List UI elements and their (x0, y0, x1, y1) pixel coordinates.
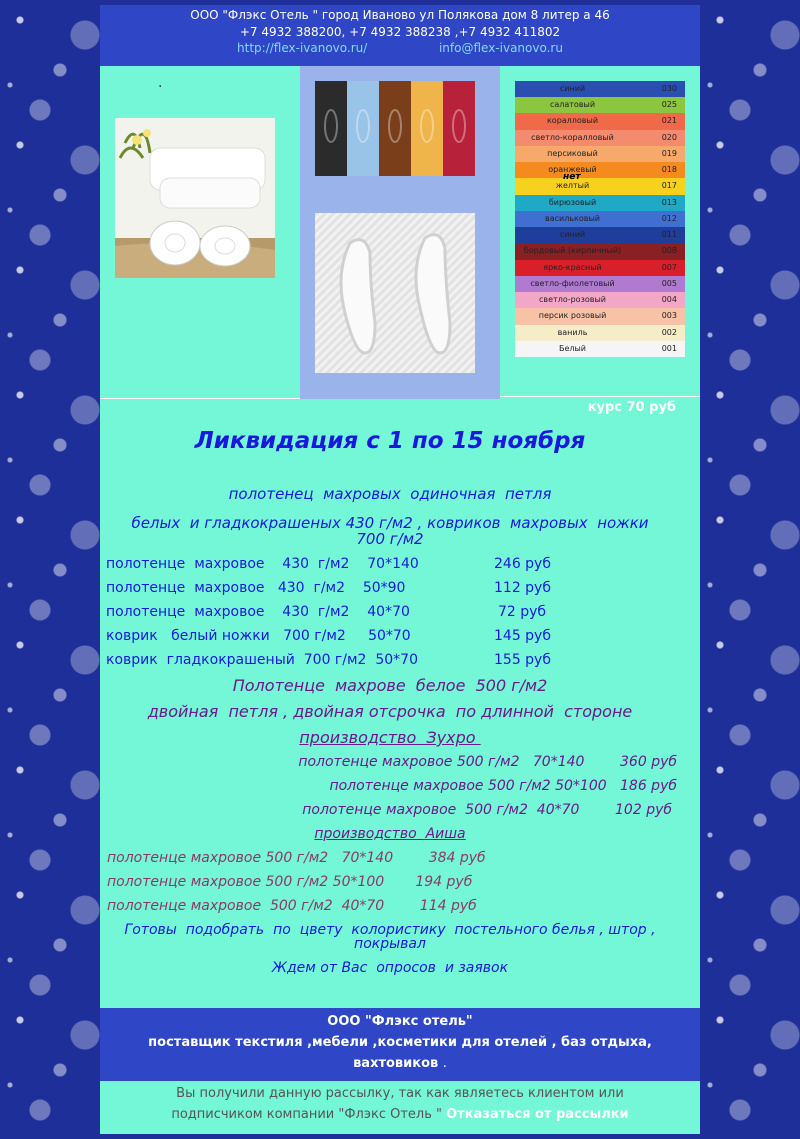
swatch-name: ваниль (557, 327, 588, 337)
price-value: 145 руб (494, 628, 551, 644)
towels-photo (115, 118, 275, 278)
divider (100, 398, 300, 399)
decor-dot: . (158, 75, 163, 91)
price-value: 155 руб (494, 652, 551, 668)
swatch-note: нет (563, 172, 581, 182)
subtitle-products: белых и гладкокрашеных 430 г/м2 , ковриков махровых ножки (131, 514, 649, 532)
swatch-name: коралловый (546, 116, 599, 126)
header (100, 5, 700, 66)
price-row: полотенце махровое 500 г/м2 50*100 186 руб (329, 778, 677, 794)
swatch-name: синий (559, 84, 586, 93)
price-item: полотенце махровое 430 г/м2 50*90 (106, 580, 406, 596)
swatch-row (515, 178, 685, 194)
swatch-code: 020 (661, 132, 677, 142)
swatch-code: 003 (661, 311, 677, 321)
section2-title: Полотенце махрове белое 500 г/м2 (232, 676, 548, 695)
swatch-name: светло-фиолетовый (530, 278, 615, 288)
swatch-code: 011 (661, 230, 677, 240)
swatch-name: светло-розовый (539, 295, 606, 305)
swatch-row (515, 243, 685, 259)
swatch-code: 007 (661, 262, 677, 272)
swatch-code: 005 (661, 278, 677, 288)
sale-title: Ликвидация с 1 по 15 ноября (194, 428, 586, 454)
swatch-row (515, 341, 685, 357)
price-row: полотенце махровое 500 г/м2 70*140 384 руб (107, 850, 486, 866)
offer-text: Готовы подобрать по цвету колористику постельного белья , штор , (124, 922, 656, 938)
swatch-code: 012 (661, 213, 677, 223)
swatch-code: 025 (661, 100, 677, 110)
swatch-row (515, 325, 685, 341)
price-value: 72 руб (498, 604, 547, 620)
footer-desc-end: вахтовиков (353, 1056, 439, 1071)
swatch-row (515, 227, 685, 243)
swatch-code: 021 (661, 116, 677, 126)
swatch-name: бирюзовый (548, 197, 597, 207)
swatch-row (515, 260, 685, 276)
swatch-row (515, 308, 685, 324)
swatch-code: 008 (661, 246, 677, 256)
subtitle-loops: полотенец махровых одиночная петля (228, 485, 552, 503)
email-link[interactable]: info@flex-ivanovo.ru (438, 41, 563, 55)
section3-maker: производство Аиша (314, 826, 466, 842)
swatch-row (515, 292, 685, 308)
swatch-row (515, 130, 685, 146)
swatch-name: васильковый (545, 213, 600, 223)
swatch-name: салатовый (549, 100, 596, 110)
price-row: полотенце махровое 500 г/м2 40*70 114 руб (107, 898, 477, 914)
swatch-name: желтый (555, 181, 590, 191)
newsletter-page (100, 5, 700, 1134)
price-value: 246 руб (494, 556, 551, 572)
exchange-rate: курс 70 руб (587, 400, 676, 415)
price-row: полотенце махровое 500 г/м2 50*100 194 руб (107, 874, 473, 890)
price-item: коврик белый ножки 700 г/м2 50*70 (106, 628, 411, 644)
swatch-name: синий (559, 230, 586, 240)
price-item: коврик гладкокрашеный 700 г/м2 50*70 (106, 652, 418, 668)
swatch-row (515, 97, 685, 113)
footnote (100, 1083, 700, 1125)
swatch-name: Белый (558, 343, 587, 353)
swatch-code: 002 (661, 327, 677, 337)
phones: +7 4932 388200, +7 4932 388238 ,+7 4932 411802 (239, 24, 561, 39)
swatch-code: 001 (661, 343, 677, 353)
colored-mats-photo (315, 81, 475, 176)
footer-desc: поставщик текстиля ,мебели ,косметики для отелей , баз отдыха, (148, 1035, 652, 1050)
color-swatch-card (515, 81, 685, 357)
swatch-code: 030 (661, 84, 677, 93)
swatch-name: светло-коралловый (531, 132, 614, 142)
footer-company: ООО "Флэкс отель" (327, 1014, 473, 1029)
white-mat-photo (315, 213, 475, 373)
address: ООО "Флэкс Отель " город Иваново ул Полякова дом 8 литер а 46 (190, 8, 610, 22)
price-item: полотенце махровое 430 г/м2 70*140 (106, 556, 419, 572)
swatch-row (515, 276, 685, 292)
price-value: 112 руб (494, 580, 551, 596)
section2-maker: производство Зухро (299, 728, 481, 747)
footer-period: . (442, 1056, 447, 1071)
wait-text: Ждем от Вас опросов и заявок (271, 960, 509, 976)
price-row: полотенце махровое 500 г/м2 70*140 360 руб (298, 754, 677, 770)
swatch-code: 013 (661, 197, 677, 207)
swatch-name: оранжевый (548, 165, 597, 175)
unsubscribe-link[interactable]: Отказаться от рассылки (446, 1107, 629, 1122)
divider (500, 396, 700, 397)
footnote-line2: подписчиком компании "Флэкс Отель " (171, 1107, 442, 1122)
section2-subtitle: двойная петля , двойная отсрочка по длинной стороне (147, 702, 633, 721)
swatch-row (515, 113, 685, 129)
site-link[interactable]: http://flex-ivanovo.ru/ (237, 41, 368, 55)
price-row: полотенце махровое 500 г/м2 40*70 102 руб (302, 802, 672, 818)
swatch-name: персик розовый (538, 311, 607, 321)
swatch-row (515, 162, 685, 178)
footer (100, 1008, 700, 1081)
footnote-line1: Вы получили данную рассылку, так как являетесь клиентом или (176, 1086, 624, 1101)
swatch-row (515, 195, 685, 211)
offer-text-cont: покрывал (354, 936, 426, 952)
swatch-row (515, 81, 685, 97)
swatch-code: 018 (661, 165, 677, 175)
swatch-name: ярко-красный (543, 262, 602, 272)
subtitle-products-weight: 700 г/м2 (356, 530, 424, 548)
swatch-row (515, 146, 685, 162)
swatch-code: 019 (661, 148, 677, 158)
swatch-code: 017 (661, 181, 677, 191)
swatch-name: персиковый (547, 148, 598, 158)
swatch-code: 004 (661, 295, 677, 305)
price-item: полотенце махровое 430 г/м2 40*70 (106, 604, 410, 620)
swatch-row (515, 211, 685, 227)
swatch-name: бордовый (кирпичный) (523, 246, 622, 256)
